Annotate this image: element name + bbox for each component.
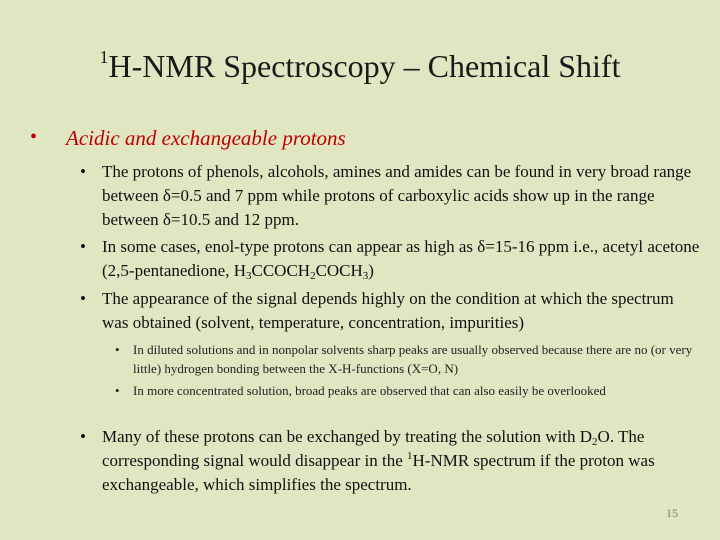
subscript: 3: [245, 270, 252, 282]
bullet-item: [80, 425, 700, 497]
bullet-text: The appearance of the signal depends highly on the condition at which the spectrum was obtained (solvent, temperature, concentration, impurities): [102, 289, 674, 332]
bullet-item: [80, 235, 700, 283]
text-span: In some cases, enol-type protons can appear as high as δ=15-16 ppm i.e., acetyl acetone (2,5-pentanedione, H: [102, 237, 700, 280]
text-span: O. The corresponding signal would disappear in the: [102, 427, 645, 470]
subscript: 2: [592, 436, 598, 448]
text-span: ): [368, 261, 374, 280]
slide-title: [0, 46, 720, 86]
text-span: COCH: [315, 261, 363, 280]
superscript: 1: [407, 450, 413, 462]
sub-bullet-item: [115, 340, 705, 378]
bullet-item: [80, 287, 700, 335]
bullet-text: The protons of phenols, alcohols, amines and amides can be found in very broad range between δ=0.5 and 7 ppm while protons of carboxylic acids show up in the range between δ=10.5 and 12 ppm.: [102, 162, 692, 229]
subscript: 2: [310, 270, 316, 282]
page-number: 15: [666, 506, 678, 520]
sub-bullet-text: In more concentrated solution, broad peaks are observed that can also easily be overlooked: [133, 383, 606, 398]
section-heading: Acidic and exchangeable protons: [66, 126, 346, 150]
bullet-icon: •: [80, 237, 86, 256]
text-span: Many of these protons can be exchanged by treating the solution with D: [102, 427, 593, 446]
subscript: 3: [362, 270, 369, 282]
title-text: H-NMR Spectroscopy – Chemical Shift: [108, 48, 621, 84]
sub-bullet-item: [115, 381, 705, 400]
bullet-icon: •: [80, 162, 86, 181]
bullet-text: [102, 235, 700, 283]
text-span: CCOCH: [251, 261, 311, 280]
bullet-item: [80, 160, 700, 232]
title-superscript: 1: [99, 47, 109, 67]
bullet-icon: •: [80, 427, 86, 446]
bullet-icon: •: [30, 126, 38, 148]
bullet-icon: •: [115, 342, 120, 357]
text-span: H-NMR spectrum if the proton was exchangeable, which simplifies the spectrum.: [102, 451, 655, 494]
bullet-icon: •: [80, 289, 86, 308]
bullet-text: [102, 425, 700, 497]
sub-bullet-text: In diluted solutions and in nonpolar solvents sharp peaks are usually observed because there are no (or very little) hydrogen bonding between the X-H-functions (X=O, N): [133, 342, 693, 376]
bullet-icon: •: [115, 383, 120, 398]
